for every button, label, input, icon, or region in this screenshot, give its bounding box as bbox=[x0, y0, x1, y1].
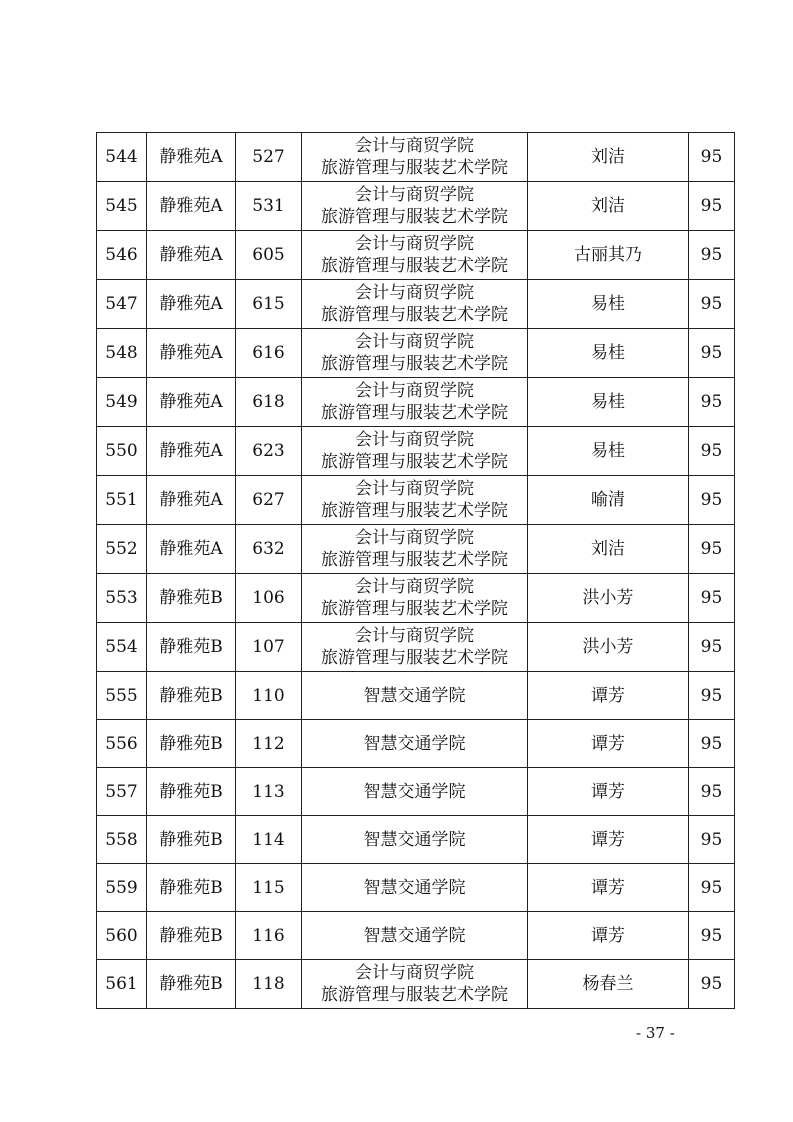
college-cell bbox=[302, 133, 528, 182]
counselor-cell: 谭芳 bbox=[528, 768, 689, 816]
college-cell bbox=[302, 720, 528, 768]
college-cell bbox=[302, 912, 528, 960]
counselor-cell: 喻清 bbox=[528, 476, 689, 525]
score-cell: 95 bbox=[689, 816, 735, 864]
college-name: 旅游管理与服装艺术学院 bbox=[321, 985, 508, 1005]
room-cell: 113 bbox=[236, 768, 302, 816]
college-name: 会计与商贸学院 bbox=[355, 332, 474, 352]
row-number-cell: 561 bbox=[97, 960, 147, 1009]
college-cell bbox=[302, 864, 528, 912]
table-row bbox=[97, 912, 735, 960]
table-row bbox=[97, 231, 735, 280]
college-cell bbox=[302, 960, 528, 1009]
room-cell: 618 bbox=[236, 378, 302, 427]
college-name: 旅游管理与服装艺术学院 bbox=[321, 207, 508, 227]
room-cell: 531 bbox=[236, 182, 302, 231]
table-row bbox=[97, 720, 735, 768]
building-cell: 静雅苑A bbox=[147, 427, 236, 476]
college-cell bbox=[302, 182, 528, 231]
building-cell: 静雅苑A bbox=[147, 133, 236, 182]
building-cell: 静雅苑A bbox=[147, 329, 236, 378]
score-cell: 95 bbox=[689, 574, 735, 623]
building-cell: 静雅苑B bbox=[147, 672, 236, 720]
college-cell bbox=[302, 574, 528, 623]
room-cell: 118 bbox=[236, 960, 302, 1009]
college-name: 会计与商贸学院 bbox=[355, 185, 474, 205]
college-cell bbox=[302, 672, 528, 720]
table-row bbox=[97, 182, 735, 231]
room-cell: 527 bbox=[236, 133, 302, 182]
row-number-cell: 555 bbox=[97, 672, 147, 720]
college-name: 会计与商贸学院 bbox=[355, 381, 474, 401]
table-row bbox=[97, 574, 735, 623]
building-cell: 静雅苑B bbox=[147, 574, 236, 623]
building-cell: 静雅苑B bbox=[147, 768, 236, 816]
room-cell: 110 bbox=[236, 672, 302, 720]
counselor-cell: 谭芳 bbox=[528, 864, 689, 912]
row-number-cell: 545 bbox=[97, 182, 147, 231]
college-name: 旅游管理与服装艺术学院 bbox=[321, 501, 508, 521]
college-name: 会计与商贸学院 bbox=[355, 626, 474, 646]
college-cell bbox=[302, 329, 528, 378]
college-name: 旅游管理与服装艺术学院 bbox=[321, 648, 508, 668]
table-row bbox=[97, 623, 735, 672]
score-cell: 95 bbox=[689, 280, 735, 329]
building-cell: 静雅苑B bbox=[147, 720, 236, 768]
row-number-cell: 547 bbox=[97, 280, 147, 329]
room-cell: 615 bbox=[236, 280, 302, 329]
college-cell bbox=[302, 768, 528, 816]
college-name: 会计与商贸学院 bbox=[355, 136, 474, 156]
college-name: 旅游管理与服装艺术学院 bbox=[321, 354, 508, 374]
row-number-cell: 556 bbox=[97, 720, 147, 768]
score-cell: 95 bbox=[689, 231, 735, 280]
building-cell: 静雅苑B bbox=[147, 960, 236, 1009]
building-cell: 静雅苑B bbox=[147, 816, 236, 864]
room-cell: 114 bbox=[236, 816, 302, 864]
score-cell: 95 bbox=[689, 672, 735, 720]
counselor-cell: 洪小芳 bbox=[528, 623, 689, 672]
college-cell bbox=[302, 231, 528, 280]
row-number-cell: 544 bbox=[97, 133, 147, 182]
row-number-cell: 548 bbox=[97, 329, 147, 378]
row-number-cell: 560 bbox=[97, 912, 147, 960]
score-cell: 95 bbox=[689, 525, 735, 574]
score-cell: 95 bbox=[689, 182, 735, 231]
counselor-cell: 刘洁 bbox=[528, 525, 689, 574]
building-cell: 静雅苑A bbox=[147, 378, 236, 427]
room-cell: 115 bbox=[236, 864, 302, 912]
college-cell bbox=[302, 427, 528, 476]
college-name: 旅游管理与服装艺术学院 bbox=[321, 550, 508, 570]
table-row bbox=[97, 672, 735, 720]
college-name: 旅游管理与服装艺术学院 bbox=[321, 599, 508, 619]
room-cell: 627 bbox=[236, 476, 302, 525]
page-number: - 37 - bbox=[636, 1024, 675, 1042]
table-row bbox=[97, 329, 735, 378]
row-number-cell: 558 bbox=[97, 816, 147, 864]
table-row bbox=[97, 768, 735, 816]
college-name: 智慧交通学院 bbox=[363, 781, 466, 802]
college-name: 旅游管理与服装艺术学院 bbox=[321, 403, 508, 423]
counselor-cell: 谭芳 bbox=[528, 720, 689, 768]
counselor-cell: 易桂 bbox=[528, 329, 689, 378]
college-name: 会计与商贸学院 bbox=[355, 234, 474, 254]
score-cell: 95 bbox=[689, 329, 735, 378]
building-cell: 静雅苑A bbox=[147, 280, 236, 329]
counselor-cell: 谭芳 bbox=[528, 912, 689, 960]
score-cell: 95 bbox=[689, 768, 735, 816]
counselor-cell: 刘洁 bbox=[528, 182, 689, 231]
counselor-cell: 易桂 bbox=[528, 427, 689, 476]
college-name: 智慧交通学院 bbox=[363, 829, 466, 850]
row-number-cell: 549 bbox=[97, 378, 147, 427]
room-cell: 623 bbox=[236, 427, 302, 476]
counselor-cell: 古丽其乃 bbox=[528, 231, 689, 280]
score-cell: 95 bbox=[689, 378, 735, 427]
table-row bbox=[97, 864, 735, 912]
college-cell bbox=[302, 816, 528, 864]
room-cell: 605 bbox=[236, 231, 302, 280]
score-cell: 95 bbox=[689, 960, 735, 1009]
table-row bbox=[97, 378, 735, 427]
table-row bbox=[97, 525, 735, 574]
college-name: 旅游管理与服装艺术学院 bbox=[321, 158, 508, 178]
college-name: 旅游管理与服装艺术学院 bbox=[321, 256, 508, 276]
counselor-cell: 易桂 bbox=[528, 378, 689, 427]
score-cell: 95 bbox=[689, 133, 735, 182]
table-row bbox=[97, 280, 735, 329]
row-number-cell: 546 bbox=[97, 231, 147, 280]
college-name: 会计与商贸学院 bbox=[355, 283, 474, 303]
room-cell: 616 bbox=[236, 329, 302, 378]
college-name: 智慧交通学院 bbox=[363, 733, 466, 754]
building-cell: 静雅苑A bbox=[147, 182, 236, 231]
room-cell: 107 bbox=[236, 623, 302, 672]
building-cell: 静雅苑B bbox=[147, 623, 236, 672]
college-cell bbox=[302, 623, 528, 672]
college-name: 会计与商贸学院 bbox=[355, 430, 474, 450]
college-cell bbox=[302, 378, 528, 427]
table-row bbox=[97, 133, 735, 182]
college-cell bbox=[302, 525, 528, 574]
counselor-cell: 谭芳 bbox=[528, 672, 689, 720]
row-number-cell: 551 bbox=[97, 476, 147, 525]
building-cell: 静雅苑A bbox=[147, 231, 236, 280]
score-cell: 95 bbox=[689, 427, 735, 476]
score-cell: 95 bbox=[689, 623, 735, 672]
college-name: 智慧交通学院 bbox=[363, 685, 466, 706]
score-cell: 95 bbox=[689, 912, 735, 960]
building-cell: 静雅苑B bbox=[147, 912, 236, 960]
row-number-cell: 553 bbox=[97, 574, 147, 623]
row-number-cell: 557 bbox=[97, 768, 147, 816]
room-cell: 106 bbox=[236, 574, 302, 623]
table-row bbox=[97, 427, 735, 476]
room-cell: 112 bbox=[236, 720, 302, 768]
table-row bbox=[97, 816, 735, 864]
counselor-cell: 刘洁 bbox=[528, 133, 689, 182]
college-name: 旅游管理与服装艺术学院 bbox=[321, 305, 508, 325]
row-number-cell: 552 bbox=[97, 525, 147, 574]
college-cell bbox=[302, 280, 528, 329]
college-name: 会计与商贸学院 bbox=[355, 963, 474, 983]
college-cell bbox=[302, 476, 528, 525]
score-cell: 95 bbox=[689, 864, 735, 912]
room-cell: 632 bbox=[236, 525, 302, 574]
building-cell: 静雅苑A bbox=[147, 476, 236, 525]
counselor-cell: 洪小芳 bbox=[528, 574, 689, 623]
row-number-cell: 550 bbox=[97, 427, 147, 476]
college-name: 会计与商贸学院 bbox=[355, 479, 474, 499]
college-name: 旅游管理与服装艺术学院 bbox=[321, 452, 508, 472]
counselor-cell: 杨春兰 bbox=[528, 960, 689, 1009]
college-name: 智慧交通学院 bbox=[363, 877, 466, 898]
table-body bbox=[97, 133, 735, 1009]
row-number-cell: 554 bbox=[97, 623, 147, 672]
college-name: 会计与商贸学院 bbox=[355, 528, 474, 548]
college-name: 智慧交通学院 bbox=[363, 925, 466, 946]
counselor-cell: 易桂 bbox=[528, 280, 689, 329]
score-cell: 95 bbox=[689, 476, 735, 525]
table-row bbox=[97, 960, 735, 1009]
score-cell: 95 bbox=[689, 720, 735, 768]
counselor-cell: 谭芳 bbox=[528, 816, 689, 864]
building-cell: 静雅苑B bbox=[147, 864, 236, 912]
table-row bbox=[97, 476, 735, 525]
dormitory-score-table bbox=[96, 132, 735, 1009]
room-cell: 116 bbox=[236, 912, 302, 960]
building-cell: 静雅苑A bbox=[147, 525, 236, 574]
college-name: 会计与商贸学院 bbox=[355, 577, 474, 597]
row-number-cell: 559 bbox=[97, 864, 147, 912]
